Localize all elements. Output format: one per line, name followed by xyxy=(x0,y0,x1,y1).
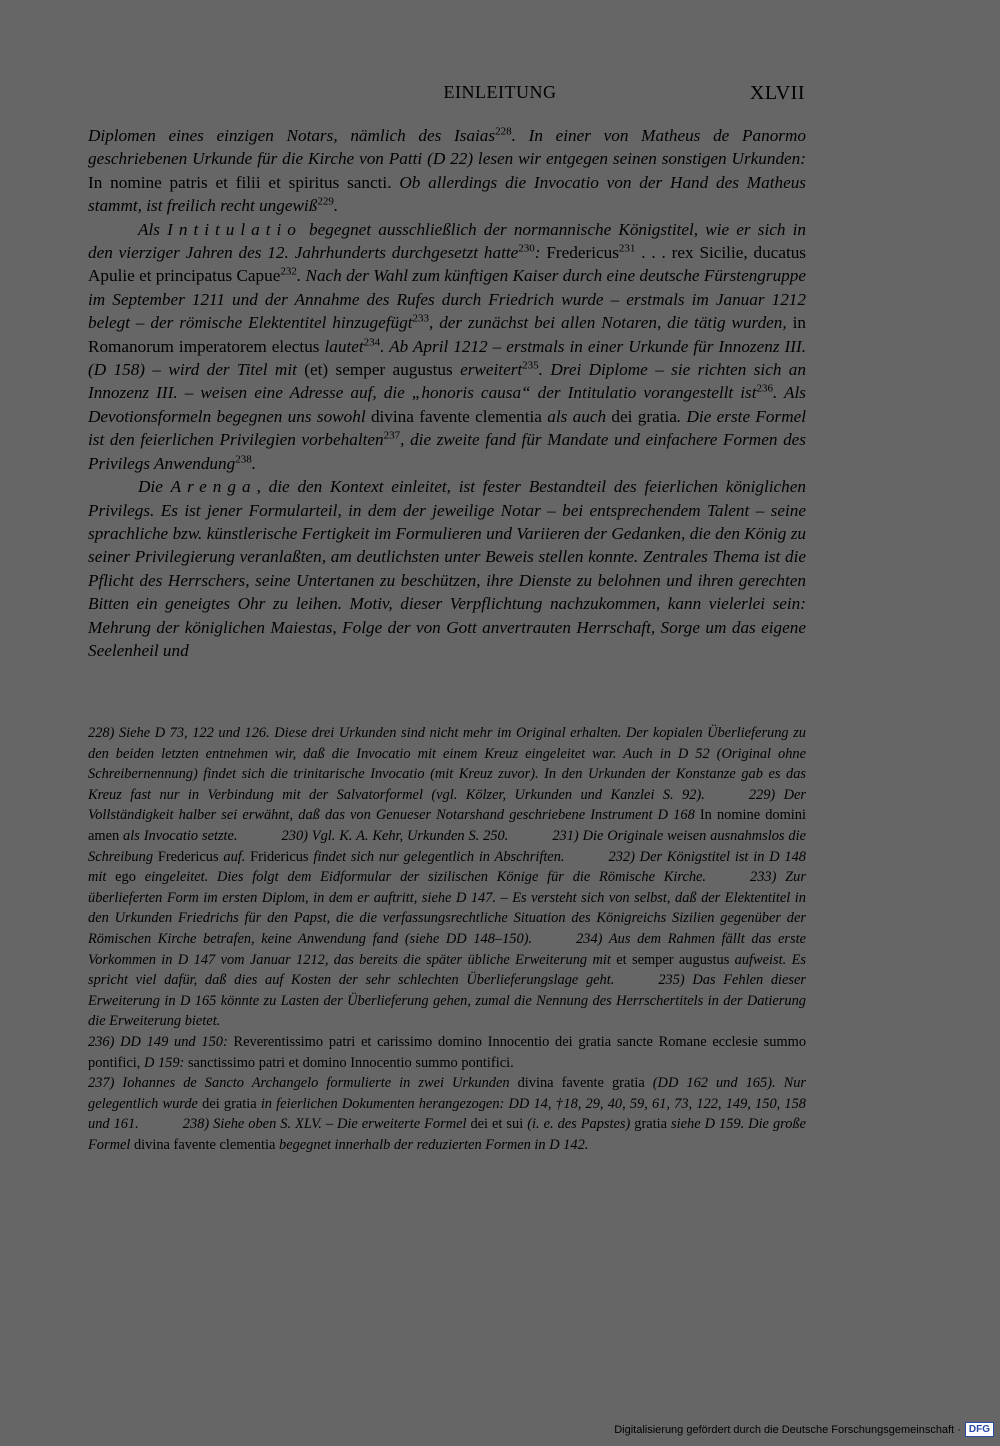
text-run: 237) Iohannes de Sancto Archangelo formulierte in zwei Urkunden xyxy=(88,1075,518,1092)
text-run: 229) Der Vollständigkeit halber sei erwähnt, daß das von Genueser Notarshand geschriebene Instrument D 168 xyxy=(88,786,807,824)
latin-quote: divina favente clementia xyxy=(133,1136,276,1153)
running-title: EINLEITUNG xyxy=(443,82,557,102)
latin-quote: Fredericus xyxy=(157,848,219,865)
text-run: lautet xyxy=(319,336,364,356)
latin-quote: et semper augustus xyxy=(616,951,730,968)
text-run: findet sich nur gelegentlich in Abschriften. xyxy=(308,848,565,865)
latin-quote: Fredericus xyxy=(546,243,619,263)
latin-quote: In nomine domini amen xyxy=(88,807,807,844)
text-run: eingeleitet. Dies folgt dem Eidformular der sizilischen Könige für die Römische Kirche. xyxy=(135,869,707,886)
footnote-236 xyxy=(88,1034,806,1071)
latin-quote: gratia xyxy=(634,1116,668,1133)
text-run: (i. e. des Papstes) xyxy=(523,1116,635,1133)
term-intitulatio: Intitulatio xyxy=(167,219,302,239)
footnote-ref-236[interactable]: 236 xyxy=(756,382,773,395)
latin-quote: sanctissimo patri et domino Innocentio summo pontifici. xyxy=(187,1054,514,1071)
text-run: . Die erste Formel ist den feierlichen Privilegien vorbehalten xyxy=(88,406,807,450)
latin-quote: dei gratia xyxy=(611,406,677,426)
text-run: . xyxy=(251,453,256,473)
text-run: begegnet innerhalb der reduzierten Formen in D 142. xyxy=(275,1136,589,1153)
text-run: . In einer von Matheus de Panormo geschriebenen Urkunde für die Kirche von Patti (D 22) lesen wir entgegen seinen sonstigen Urkunden: xyxy=(88,126,806,169)
text-run: in feierlichen Dokumenten herangezogen: DD 14, †18, 29, 40, 59, 61, 73, 122, 149, 150, 158 und 161. xyxy=(88,1095,807,1133)
text-run: 234) Aus dem Rahmen fällt das erste Vorkommen in D 147 vom Januar 1212, das bereits die später übliche Erweiterung mit xyxy=(88,930,807,968)
latin-quote: Fridericus xyxy=(250,848,309,865)
footnote-230: 230) Vgl. K. A. Kehr, Urkunden S. 250. xyxy=(281,827,509,844)
paragraph-1 xyxy=(88,124,806,218)
text-run: , die den Kontext einleitet, ist fester Bestandteil des feierlichen königlichen Privilegs. Es ist jener Formularteil, in dem der jeweilige Notar – bei entsprechendem Talent – seine sprachliche bzw. künstlerische Fertigkeit im Formulieren und Variieren der Gedanken, die den König zu seiner Privilegierung veranlaßten, am deutlichsten unter Beweis stellen konnte. Zentrales Thema ist die Pflicht des Herrschers, seine Untertanen zu beschützen, ihre Dienste zu belohnen und ihren gerechten Bitten ein geneigtes Ohr zu leihen. Motiv, dieser Verpflichtung nachzukommen, kann vielerlei sein: Mehrung der königlichen Maiestas, Folge der von Gott anvertrauten Herrschaft, Sorge um das eigene Seelenheil und xyxy=(88,477,806,660)
footnote-235: 235) Das Fehlen dieser Erweiterung in D 165 könnte zu Lasten der Überlieferung gehen, zumal die Nennung des Herrschertitels in der Datierung die Erweiterung bietet. xyxy=(88,972,807,1030)
text-run: . Nach der Wahl zum künftigen Kaiser durch eine deutsche Fürstengruppe im September 1211 und der Annahme des Rufes durch Friedrich wurde – erstmals im Januar 1212 belegt – der römische Elektentitel hinzugefügt xyxy=(88,266,807,333)
text-run: 238) Siehe oben S. XLV. – Die erweiterte Formel xyxy=(182,1116,471,1133)
paragraph-3 xyxy=(88,475,806,662)
footnote-ref-237[interactable]: 237 xyxy=(383,429,401,442)
paragraph-2 xyxy=(88,218,806,475)
latin-quote: (et) semper augustus xyxy=(304,360,453,380)
text-run: . xyxy=(333,196,339,216)
text-run: , die zweite fand für Mandate und einfachere Formen des Privilegs Anwendung xyxy=(88,430,806,473)
footnote-block xyxy=(88,723,806,1155)
text-run: Diplomen eines einzigen Notars, nämlich des Isaias xyxy=(88,126,496,145)
text-run: aufweist. Es spricht viel dafür, daß dies auf Kosten der sehr schlechten Überlieferungslage geht. xyxy=(88,951,806,989)
text-run: D 159: xyxy=(140,1054,188,1071)
text-run: 232) Der Königstitel ist in D 148 mit xyxy=(88,848,807,886)
latin-quote: dei gratia xyxy=(202,1095,257,1112)
footnote-ref-233[interactable]: 233 xyxy=(412,312,429,325)
footnote-ref-238[interactable]: 238 xyxy=(235,452,252,465)
latin-quote: In nomine patris et filii et spiritus sancti. xyxy=(88,172,392,192)
footnotes xyxy=(88,723,806,1155)
text-run: auf. xyxy=(218,848,251,865)
page-number: XLVII xyxy=(749,82,805,104)
footnote-ref-234[interactable]: 234 xyxy=(363,335,381,348)
latin-quote: . . . rex Sicilie, ducatus Apulie et principatus Capue xyxy=(88,243,806,286)
text-run: : xyxy=(534,243,547,263)
text-run: 236) DD 149 und 150: xyxy=(88,1033,234,1050)
footnote-ref-235[interactable]: 235 xyxy=(522,359,539,372)
footnote-233: 233) Zur überlieferten Form im ersten Diplom, in dem er auftritt, siehe D 147. – Es versteht sich von selbst, daß der Elektentitel in den Urkunden Friedrichs für den Papst, die die verfassungsrechtliche Situation des Königreichs Sizilien gegenüber der Römischen Kirche betrafen, keine Anwendung fand (siehe DD 148–150). xyxy=(88,869,806,947)
text-run: Die xyxy=(138,477,171,497)
footnote-228: 228) Siehe D 73, 122 und 126. Diese drei Urkunden sind nicht mehr im Original erhalten. Der kopialen Überlieferung zu den beiden letzten entnehmen wir, daß die Invocatio mit einem Kreuz eingeleitet war. Auch in D 52 (Original ohne Schreibernennung) findet sich die trinitarische Invocatio (mit Kreuz zuvor). In den Urkunden der Konstanze gab es das Kreuz fast nur in Verbindung mit der Salvatorformel (vgl. Kölzer, Urkunden und Kanzlei S. 92). xyxy=(88,725,806,803)
text-run: (DD 162 und 165). Nur gelegentlich wurde xyxy=(88,1075,807,1112)
footnote-238 xyxy=(88,1116,806,1153)
latin-quote: divina favente clementia xyxy=(370,406,542,426)
footnote-ref-229[interactable]: 229 xyxy=(317,195,334,208)
text-run: , der zunächst bei allen Notaren, die tätig wurden, xyxy=(429,313,793,333)
footnote-ref-231[interactable]: 231 xyxy=(618,242,636,255)
latin-quote: ego xyxy=(115,869,136,886)
text-run: siehe D 159. Die große Formel xyxy=(88,1116,806,1153)
main-text xyxy=(88,124,806,662)
footnote-ref-230[interactable]: 230 xyxy=(518,242,535,255)
funding-banner xyxy=(614,1422,994,1437)
text-run: 231) Die Originale weisen ausnahmslos die Schreibung xyxy=(88,827,806,865)
funding-text: Digitalisierung gefördert durch die Deutsche Forschungsgemeinschaft · xyxy=(614,1423,961,1436)
latin-quote: dei et sui xyxy=(470,1116,524,1133)
footnote-ref-232[interactable]: 232 xyxy=(280,265,297,278)
footnote-ref-228[interactable]: 228 xyxy=(495,125,512,138)
text-run: . Als Devotionsformeln begegnen uns sowohl xyxy=(88,383,806,426)
text-run: als auch xyxy=(541,406,612,426)
latin-quote: divina favente gratia xyxy=(517,1075,645,1092)
latin-quote: Reverentissimo patri et carissimo domino Innocentio dei gratia sancte Romane ecclesie summo pontifici, xyxy=(88,1033,807,1071)
text-run: . Drei Diplome – sie richten sich an Innozenz III. – weisen eine Adresse auf, die „honoris causa“ der Intitulatio vorangestellt ist xyxy=(88,360,806,403)
latin-quote: in Romanorum imperatorem electus xyxy=(88,313,806,356)
text-run: Ob allerdings die Invocatio von der Hand des Matheus stammt, ist freilich recht ungewiß xyxy=(88,172,806,216)
text-run: als Invocatio setzte. xyxy=(119,827,238,844)
term-arenga: Arenga xyxy=(170,477,257,497)
dfg-logo[interactable]: DFG xyxy=(965,1422,994,1437)
text-run: begegnet ausschließlich der normannische Königstitel, wie er sich in den vierziger Jahren des 12. Jahrhunderts durchgesetzt hatte xyxy=(88,219,806,263)
text-run: Als xyxy=(138,219,168,239)
text-run: . Ab April 1212 – erstmals in einer Urkunde für Innozenz III. (D 158) – wird der Titel mit xyxy=(88,336,806,380)
text-run: erweitert xyxy=(452,360,523,380)
